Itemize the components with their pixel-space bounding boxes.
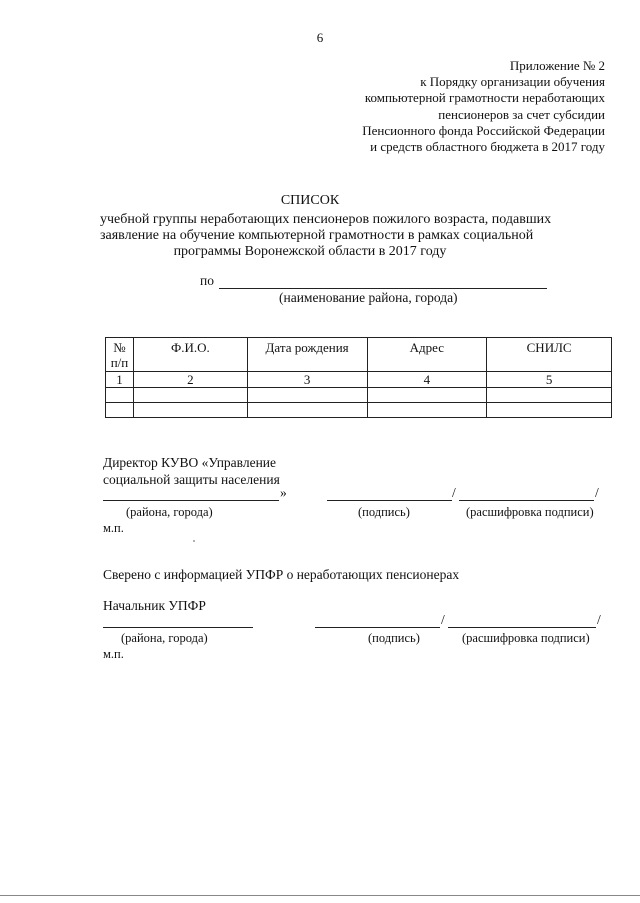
title-heading: СПИСОК bbox=[280, 193, 340, 208]
table-row bbox=[106, 403, 612, 418]
table-cell[interactable] bbox=[106, 403, 134, 418]
director-decoding-caption: (расшифровка подписи) bbox=[466, 505, 594, 519]
upfr-district-field[interactable] bbox=[103, 627, 253, 628]
director-signature-caption: (подпись) bbox=[358, 505, 410, 519]
annex-line: пенсионеров за счет субсидии bbox=[438, 106, 605, 122]
annex-line: к Порядку организации обучения bbox=[420, 74, 605, 90]
director-stamp: м.п. bbox=[103, 521, 124, 535]
annex-line: и средств областного бюджета в 2017 году bbox=[370, 139, 605, 155]
table-cell[interactable] bbox=[487, 403, 612, 418]
table-header-row bbox=[106, 338, 612, 372]
annex-header bbox=[362, 58, 605, 155]
director-district-field[interactable] bbox=[103, 500, 279, 501]
district-caption: (наименование района, города) bbox=[279, 290, 458, 305]
page-number: 6 bbox=[316, 30, 324, 45]
scan-speck bbox=[193, 540, 195, 542]
district-field[interactable] bbox=[219, 288, 547, 289]
title-line: заявление на обучение компьютерной грамотности в рамках социальной bbox=[100, 228, 534, 243]
table-cell[interactable] bbox=[367, 403, 487, 418]
director-quote-close: » bbox=[280, 485, 287, 500]
column-header: СНИЛС bbox=[487, 338, 612, 372]
upfr-district-caption: (района, города) bbox=[121, 631, 208, 645]
column-header: Дата рождения bbox=[247, 338, 367, 372]
upfr-slash: / bbox=[441, 612, 445, 627]
upfr-signature-caption: (подпись) bbox=[368, 631, 420, 645]
table-number-row bbox=[106, 372, 612, 388]
table-cell[interactable] bbox=[106, 388, 134, 403]
annex-line: компьютерной грамотности неработающих bbox=[364, 90, 605, 106]
table-cell[interactable] bbox=[247, 403, 367, 418]
group-table bbox=[105, 337, 612, 418]
director-title-line2: социальной защиты населения bbox=[103, 472, 280, 487]
column-number: 4 bbox=[367, 372, 487, 388]
column-header: № п/п bbox=[106, 338, 134, 372]
director-decoding-field[interactable] bbox=[459, 500, 594, 501]
table-cell[interactable] bbox=[133, 388, 247, 403]
table-cell[interactable] bbox=[247, 388, 367, 403]
upfr-slash: / bbox=[597, 612, 601, 627]
title-line: программы Воронежской области в 2017 году bbox=[173, 244, 447, 259]
upfr-decoding-field[interactable] bbox=[448, 627, 596, 628]
district-prefix: по bbox=[200, 273, 214, 288]
director-title-line1: Директор КУВО «Управление bbox=[103, 455, 277, 470]
verified-text: Сверено с информацией УПФР о неработающих пенсионерах bbox=[103, 567, 460, 582]
table-cell[interactable] bbox=[133, 403, 247, 418]
annex-line: Пенсионного фонда Российской Федерации bbox=[362, 122, 605, 138]
director-slash: / bbox=[595, 485, 599, 500]
column-number: 5 bbox=[487, 372, 612, 388]
director-slash: / bbox=[452, 485, 456, 500]
upfr-decoding-caption: (расшифровка подписи) bbox=[462, 631, 590, 645]
upfr-title: Начальник УПФР bbox=[103, 598, 206, 613]
table-cell[interactable] bbox=[487, 388, 612, 403]
title-line: учебной группы неработающих пенсионеров пожилого возраста, подавших bbox=[100, 212, 552, 227]
annex-line: Приложение № 2 bbox=[509, 58, 605, 73]
document-title bbox=[100, 193, 552, 260]
column-number: 1 bbox=[106, 372, 134, 388]
column-number: 3 bbox=[247, 372, 367, 388]
column-header: Ф.И.О. bbox=[133, 338, 247, 372]
column-header: Адрес bbox=[367, 338, 487, 372]
director-signature-field[interactable] bbox=[327, 500, 452, 501]
table-cell[interactable] bbox=[367, 388, 487, 403]
upfr-stamp: м.п. bbox=[103, 647, 124, 661]
table-row bbox=[106, 388, 612, 403]
director-district-caption: (района, города) bbox=[126, 505, 213, 519]
column-number: 2 bbox=[133, 372, 247, 388]
upfr-signature-field[interactable] bbox=[315, 627, 440, 628]
page-bottom-rule bbox=[0, 895, 640, 896]
